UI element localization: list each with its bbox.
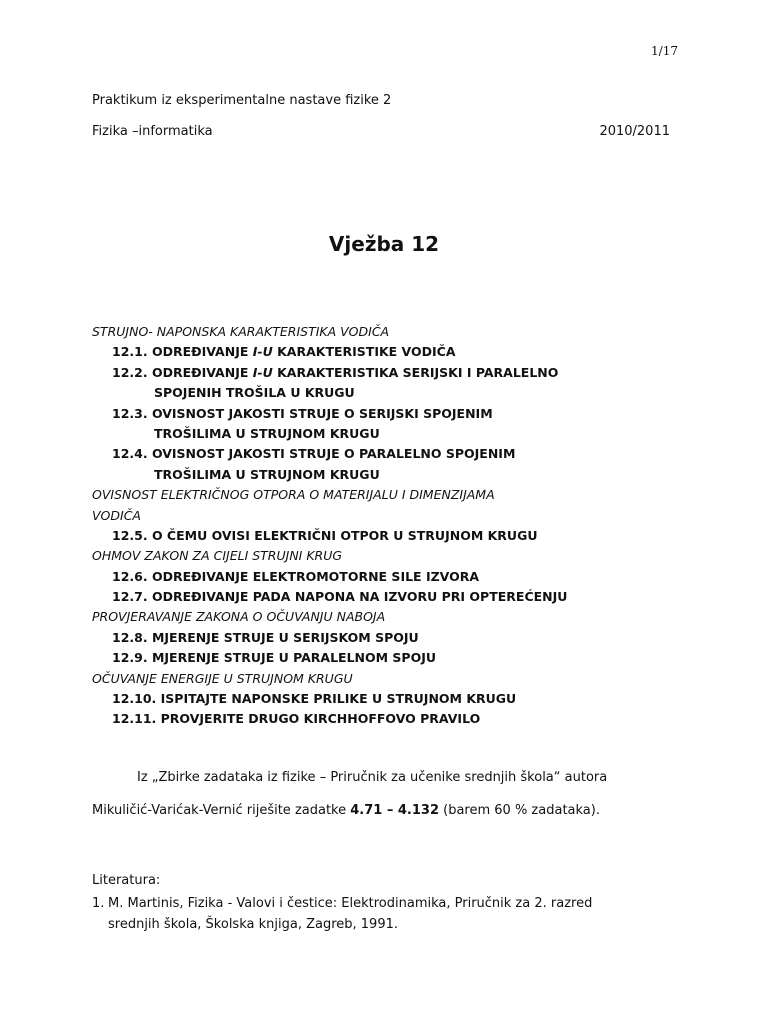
assignment-note: (barem 60 % zadataka).	[439, 803, 600, 818]
task-range: 4.71 – 4.132	[350, 803, 439, 818]
exercise-item: 12.10. ISPITAJTE NAPONSKE PRILIKE U STRUJNOM KRUGU	[112, 691, 517, 707]
section-heading: VODIČA	[92, 507, 141, 523]
exercise-item: TROŠILIMA U STRUJNOM KRUGU	[154, 466, 380, 482]
section-heading: STRUJNO- NAPONSKA KARAKTERISTIKA VODIČA	[92, 324, 390, 339]
section-heading: PROVJERAVANJE ZAKONA O OČUVANJU NABOJA	[92, 609, 386, 625]
program-name: Fizika –informatika	[92, 124, 213, 139]
exercise-item: 12.3. OVISNOST JAKOSTI STRUJE O SERIJSKI SPOJENIM	[112, 405, 493, 421]
exercise-item: 12.2. ODREĐIVANJE I-U KARAKTERISTIKA SERIJSKI I PARALELNO	[112, 364, 559, 380]
iu-symbol: I-U	[252, 344, 273, 360]
course-name: Praktikum iz eksperimentalne nastave fizike 2	[92, 93, 392, 108]
exercise-item: 12.1. ODREĐIVANJE I-U KARAKTERISTIKE VODIČA	[112, 344, 456, 360]
exercise-item: TROŠILIMA U STRUJNOM KRUGU	[154, 425, 380, 441]
iu-symbol: I-U	[252, 364, 273, 380]
section-heading: OVISNOST ELEKTRIČNOG OTPORA O MATERIJALU I DIMENZIJAMA	[92, 487, 495, 503]
exercise-item: 12.11. PROVJERITE DRUGO KIRCHHOFFOVO PRAVILO	[112, 711, 481, 727]
exercise-contents	[92, 322, 692, 730]
assignment-line-1: Iz „Zbirke zadataka iz fizike – Priručnik za učenike srednjih škola“ autora	[137, 770, 608, 785]
page-number: 1/17	[651, 44, 678, 58]
page-title: Vježba 12	[328, 232, 440, 256]
exercise-item: 12.6. ODREĐIVANJE ELEKTROMOTORNE SILE IZVORA	[112, 568, 480, 584]
exercise-item: 12.5. O ČEMU OVISI ELEKTRIČNI OTPOR U STRUJNOM KRUGU	[112, 527, 538, 543]
exercise-item: SPOJENIH TROŠILA U KRUGU	[154, 385, 355, 401]
exercise-item: 12.4. OVISNOST JAKOSTI STRUJE O PARALELNO SPOJENIM	[112, 446, 516, 462]
assignment-line-2	[92, 803, 600, 818]
literature-item	[92, 893, 678, 935]
literature-item-line-1: M. Martinis, Fizika - Valovi i čestice: Elektrodinamika, Priručnik za 2. razred	[108, 896, 593, 911]
exercise-item: 12.8. MJERENJE STRUJE U SERIJSKOM SPOJU	[112, 629, 419, 645]
academic-year: 2010/2011	[599, 124, 670, 139]
exercise-item: 12.9. MJERENJE STRUJE U PARALELNOM SPOJU	[112, 650, 437, 666]
section-heading: OČUVANJE ENERGIJE U STRUJNOM KRUGU	[92, 670, 353, 686]
section-heading: OHMOV ZAKON ZA CIJELI STRUJNI KRUG	[92, 548, 343, 564]
literature-heading: Literatura:	[92, 873, 161, 888]
literature-item-number: 1.	[92, 896, 105, 911]
literature-item-line-2: srednjih škola, Školska knjiga, Zagreb, 1991.	[108, 917, 398, 932]
exercise-item: 12.7. ODREĐIVANJE PADA NAPONA NA IZVORU PRI OPTEREĆENJU	[112, 589, 568, 605]
assignment-text: Mikuličić-Varićak-Vernić riješite zadatke	[92, 803, 351, 818]
